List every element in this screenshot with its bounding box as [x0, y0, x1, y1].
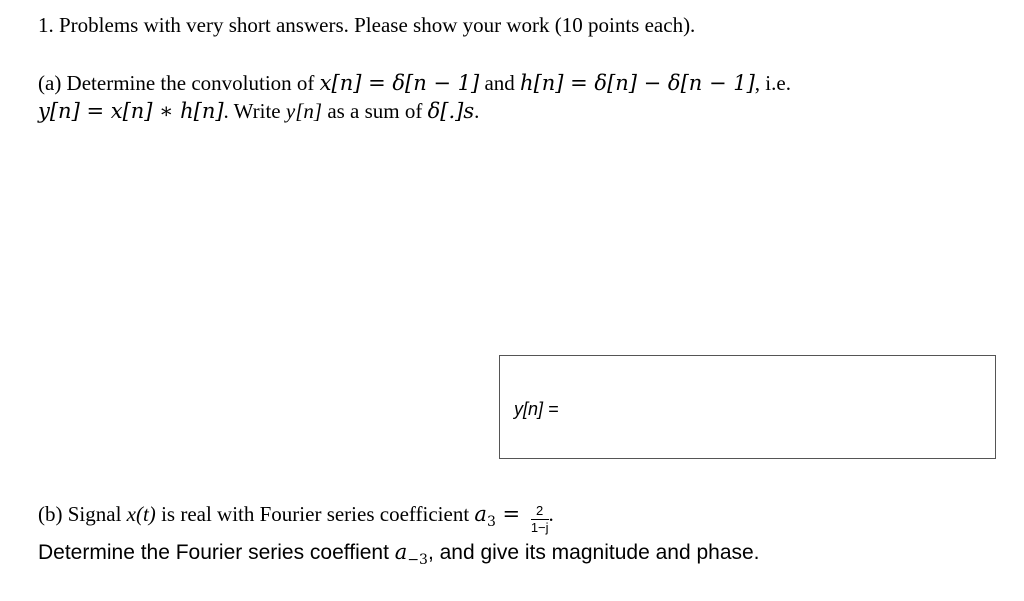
part-b-rest: is real with Fourier series coefficient: [155, 502, 475, 526]
write-text: . Write: [223, 99, 286, 123]
a3-symbol: a: [474, 502, 487, 526]
ie-text: , i.e.: [754, 71, 791, 95]
xt-text: x(t): [126, 502, 156, 526]
part-a-line-2: [38, 99, 479, 123]
and-text: and: [479, 71, 521, 95]
determine-text: Determine the Fourier series coeffient: [38, 541, 395, 564]
fraction-period: .: [548, 502, 554, 526]
sum-of-text: as a sum of: [322, 99, 428, 123]
part-a-intro: (a) Determine the convolution of: [38, 71, 320, 95]
answer-box[interactable]: [499, 355, 996, 459]
fraction-denominator: 1−j: [530, 520, 549, 535]
fraction-numerator: 2: [531, 504, 549, 520]
part-b-line-2: [38, 540, 760, 572]
coefficient-fraction: [531, 504, 549, 535]
yn-text: y[n]: [285, 99, 323, 123]
a-neg-subscript: −3: [407, 552, 428, 568]
part-a-line-1: [38, 71, 791, 95]
magnitude-phase-text: , and give its magnitude and phase.: [427, 541, 760, 564]
a3-subscript: 3: [486, 514, 496, 530]
problem-heading: 1. Problems with very short answers. Please show your work (10 points each).: [38, 13, 696, 37]
x-definition: x[n] = δ[n − 1]: [319, 71, 480, 95]
delta-dot-text: δ[.]s: [427, 99, 475, 123]
h-definition: h[n] = δ[n] − δ[n − 1]: [520, 71, 755, 95]
answer-label: y[n] =: [514, 399, 559, 419]
equals-sign: =: [495, 502, 527, 526]
a-neg-symbol: a: [394, 540, 408, 564]
part-b-intro: (b) Signal: [38, 502, 127, 526]
y-definition: y[n] = x[n] ∗ h[n]: [38, 99, 224, 123]
period-text: .: [474, 99, 480, 123]
part-b-line-1: [38, 502, 554, 535]
